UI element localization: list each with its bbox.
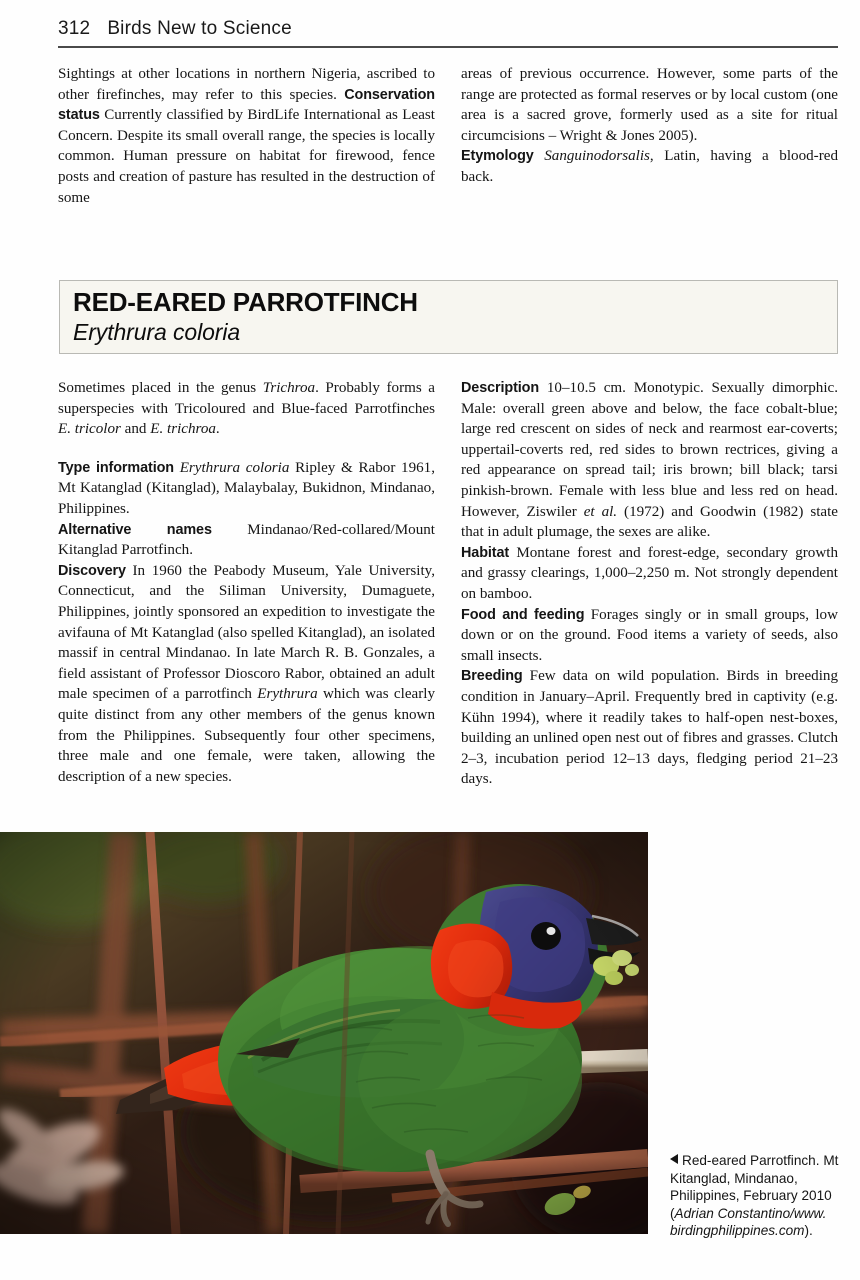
taxonomy-species-2: E. trichroa — [150, 421, 216, 438]
conservation-status-text: Currently classified by BirdLife International as Least Concern. Despite its small overall range, the species is locally common. Human pressure on habitat for firewood, fence posts and creation of pasture has resulted in the destruction of some — [58, 107, 435, 206]
caption-credit: Adrian Constantino/www. birdingphilippines.com — [670, 1205, 827, 1239]
etymology-paragraph — [461, 146, 838, 187]
discovery-genus: Erythrura — [257, 686, 318, 703]
running-head — [58, 18, 838, 40]
taxonomy-genus: Trichroa — [262, 380, 316, 396]
alternative-names-text: Mindanao/Red-collared/Mount Kitanglad Parrotfinch. — [58, 521, 435, 559]
description-label: Description — [461, 380, 540, 396]
caption-line-3: Philippines, February 2010 — [670, 1188, 832, 1204]
caption-line-1: Red-eared Parrotfinch. — [682, 1153, 820, 1168]
species-common-name: RED-EARED PARROTFINCH — [73, 287, 418, 317]
breeding-paragraph — [461, 666, 838, 790]
range-paragraph — [461, 64, 838, 146]
sightings-text: Sightings at other locations in northern Nigeria, ascribed to other firefinches, may refer to this species. — [58, 66, 435, 103]
photo-caption — [670, 1152, 848, 1240]
previous-species-paragraph — [58, 64, 435, 208]
type-information-text: Ripley & Rabor 1961, Mt Katanglad (Kitanglad), Malaybalay, Bukidnon, Mindanao, Philippines. — [58, 459, 436, 517]
caption-line-2: Mt Kitanglad, Mindanao, — [670, 1153, 839, 1186]
breeding-label: Breeding — [461, 668, 523, 685]
etymology-label: Etymology — [461, 148, 534, 165]
taxonomy-paragraph — [58, 378, 435, 440]
description-text-2: (1972) and Goodwin (1982) state that in adult plumage, the sexes are alike. — [461, 503, 839, 541]
top-left-column — [58, 64, 435, 208]
taxonomy-species-1: E. tricolor — [58, 421, 121, 438]
page-number: 312 — [58, 18, 91, 39]
left-triangle-icon — [670, 1154, 678, 1164]
habitat-text: Montane forest and forest-edge, secondary growth and grassy clearings, 1,000–2,250 m. Not strongly dependent on bamboo. — [461, 544, 838, 602]
species-heading-box — [59, 280, 838, 354]
food-and-feeding-paragraph — [461, 605, 838, 667]
range-text: areas of previous occurrence. However, some parts of the range are protected as formal reserves or by local custom (one area is a sacred grove, formerly used as a site for ritual circumcisions – Wright & Jones 2005). — [461, 66, 838, 144]
discovery-label: Discovery — [58, 562, 126, 579]
etymology-scientific-name: Sanguinodorsalis — [544, 148, 650, 165]
species-left-column — [58, 378, 435, 787]
species-right-column — [461, 378, 838, 790]
description-text-1: 10–10.5 cm. Monotypic. Sexually dimorphic. Male: overall green above and below, the face cobalt-blue; large red crescent on sides of neck and rearmost ear-coverts; uppertail-coverts red, red sides to brown rectrices, giving a red appearance on spread tail; iris brown; bill black; tarsi pinkish-brown. Female with less blue and less red on head. However, Ziswiler — [461, 380, 838, 520]
description-paragraph — [461, 378, 838, 543]
discovery-paragraph — [58, 561, 435, 788]
taxonomy-text-mid: . Probably forms a superspecies with Tricoloured and Blue-faced Parrotfinches — [58, 380, 435, 417]
caption-credit-open: ( — [670, 1205, 675, 1221]
alternative-names-label: Alternative names — [58, 521, 212, 538]
type-information-label: Type information — [58, 459, 174, 476]
taxonomy-conjunction: and — [120, 421, 151, 438]
book-title: Birds New to Science — [107, 18, 292, 39]
alternative-names-paragraph — [58, 520, 435, 561]
taxonomy-text-pre: Sometimes placed in the genus — [58, 380, 263, 396]
description-et-al: et al. — [583, 503, 618, 520]
conservation-status-label: Conservation status — [58, 86, 435, 124]
caption-credit-close: ). — [804, 1223, 813, 1239]
habitat-label: Habitat — [461, 544, 510, 561]
taxonomy-text-end: . — [215, 421, 220, 438]
parrotfinch-photograph — [0, 832, 648, 1234]
discovery-text-2: which was clearly quite distinct from any other members of the genus known from the Philippines. Subsequently four other specimens, three male and one female, were taken, allowing the description of a new species. — [58, 686, 435, 785]
type-information-scientific-name: Erythrura coloria — [179, 459, 290, 476]
food-and-feeding-label: Food and feeding — [461, 606, 585, 623]
breeding-text: Few data on wild population. Birds in breeding condition in January–April. Frequently bred in captivity (e.g. Kühn 1994), where it readily takes to half-open nest-boxes, building an unlined open nest out of fibres and grasses. Clutch 2–3, incubation period 12–13 days, fledging period 21–23 days. — [461, 668, 838, 788]
top-right-column — [461, 64, 838, 188]
discovery-text-1: In 1960 the Peabody Museum, Yale University, Connecticut, and the Siliman University, Dumaguete, Philippines, jointly sponsored an expedition to investigate the avifauna of Mt Katanglad (also spelled Kitanglad), an isolated massif in central Mindanao. In late March R. B. Gonzales, a field assistant of Professor Dioscoro Rabor, obtained an adult male specimen of a parrotfinch — [58, 562, 435, 703]
header-rule — [58, 46, 838, 48]
habitat-paragraph — [461, 543, 838, 605]
type-information-paragraph — [58, 458, 435, 520]
food-and-feeding-text: Forages singly or in small groups, low down or on the ground. Food items a variety of seeds, also small insects. — [461, 606, 838, 664]
etymology-text: , Latin, having a blood-red back. — [461, 148, 838, 185]
photo-illustration — [0, 832, 648, 1234]
species-scientific-name: Erythrura coloria — [73, 319, 241, 345]
